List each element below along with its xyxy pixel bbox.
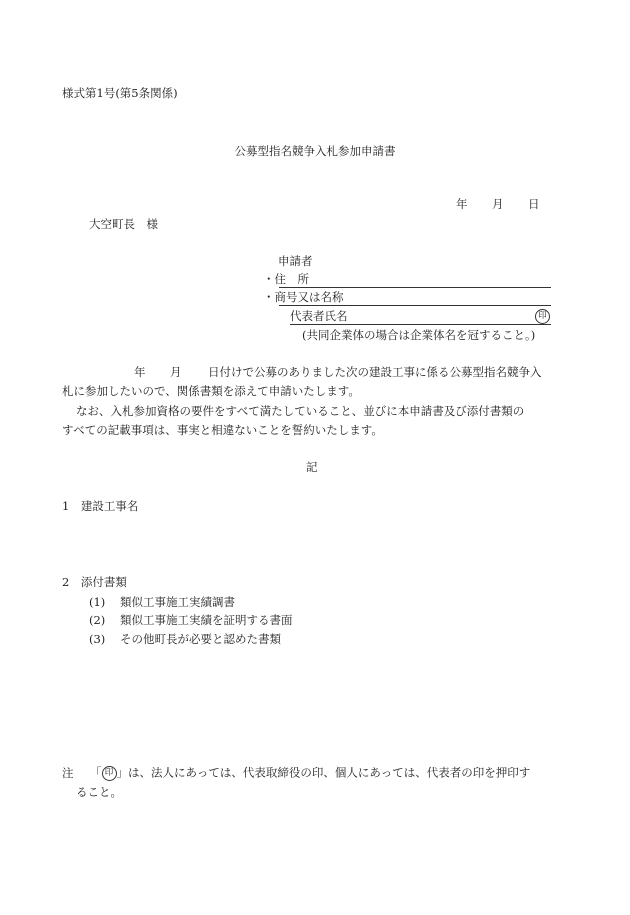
footnote-line1 bbox=[90, 766, 530, 781]
seal-mark bbox=[535, 309, 550, 324]
footnote-label: 注 bbox=[62, 766, 74, 780]
company-name-label: ・商号又は名称 bbox=[263, 290, 344, 304]
footnote-open-quote: 「 bbox=[90, 765, 102, 780]
seal-icon: 印 bbox=[102, 766, 117, 781]
joint-venture-note: (共同企業体の場合は企業体名を冠すること。) bbox=[302, 328, 536, 342]
attachment-item-text: 類似工事施工実績を証明する書面 bbox=[120, 613, 293, 627]
attachment-item-text: 類似工事施工実績調書 bbox=[120, 595, 235, 609]
address-label: ・住 所 bbox=[263, 272, 309, 286]
attachment-item-text: その他町長が必要と認めた書類 bbox=[120, 632, 281, 646]
form-number: 様式第1号(第5条関係) bbox=[62, 86, 178, 100]
attachment-item-number: (2) bbox=[89, 613, 106, 627]
attachment-item-number: (1) bbox=[89, 595, 106, 609]
footnote-text-line1: 」は、法人にあっては、代表取締役の印、個人にあっては、代表者の印を押印す bbox=[116, 765, 531, 780]
date-day-label: 日 bbox=[528, 197, 540, 211]
section-construction-name: 1 建設工事名 bbox=[62, 499, 139, 513]
page-title: 公募型指名競争入札参加申請書 bbox=[234, 144, 396, 158]
representative-label: 代表者氏名 bbox=[290, 309, 348, 323]
date-month-label: 月 bbox=[492, 197, 504, 211]
body-paragraph2-line2: すべての記載事項は、事実と相違ないことを誓約いたします。 bbox=[62, 423, 383, 437]
attachment-item-number: (3) bbox=[89, 632, 106, 646]
ki-heading: 記 bbox=[306, 460, 318, 474]
seal-icon: 印 bbox=[535, 309, 550, 324]
section-attachments-heading: 2 添付書類 bbox=[62, 575, 127, 589]
address-underline bbox=[279, 287, 551, 288]
body-paragraph2-line1: なお、入札参加資格の要件をすべて満たしていること、並びに本申請書及び添付書類の bbox=[76, 404, 525, 418]
addressee: 大空町長 様 bbox=[89, 217, 158, 231]
company-name-underline bbox=[279, 305, 551, 306]
representative-underline bbox=[290, 324, 551, 325]
body-paragraph1-line2: 札に参加したいので、関係書類を添えて申請いたします。 bbox=[62, 384, 360, 398]
body-year-label: 年 bbox=[134, 365, 146, 379]
footnote-line2: ること。 bbox=[76, 785, 122, 799]
date-year-label: 年 bbox=[456, 197, 468, 211]
body-paragraph1-line1: 日付けで公募のありました次の建設工事に係る公募型指名競争入 bbox=[208, 365, 542, 379]
body-month-label: 月 bbox=[170, 365, 182, 379]
applicant-heading: 申請者 bbox=[278, 254, 313, 268]
